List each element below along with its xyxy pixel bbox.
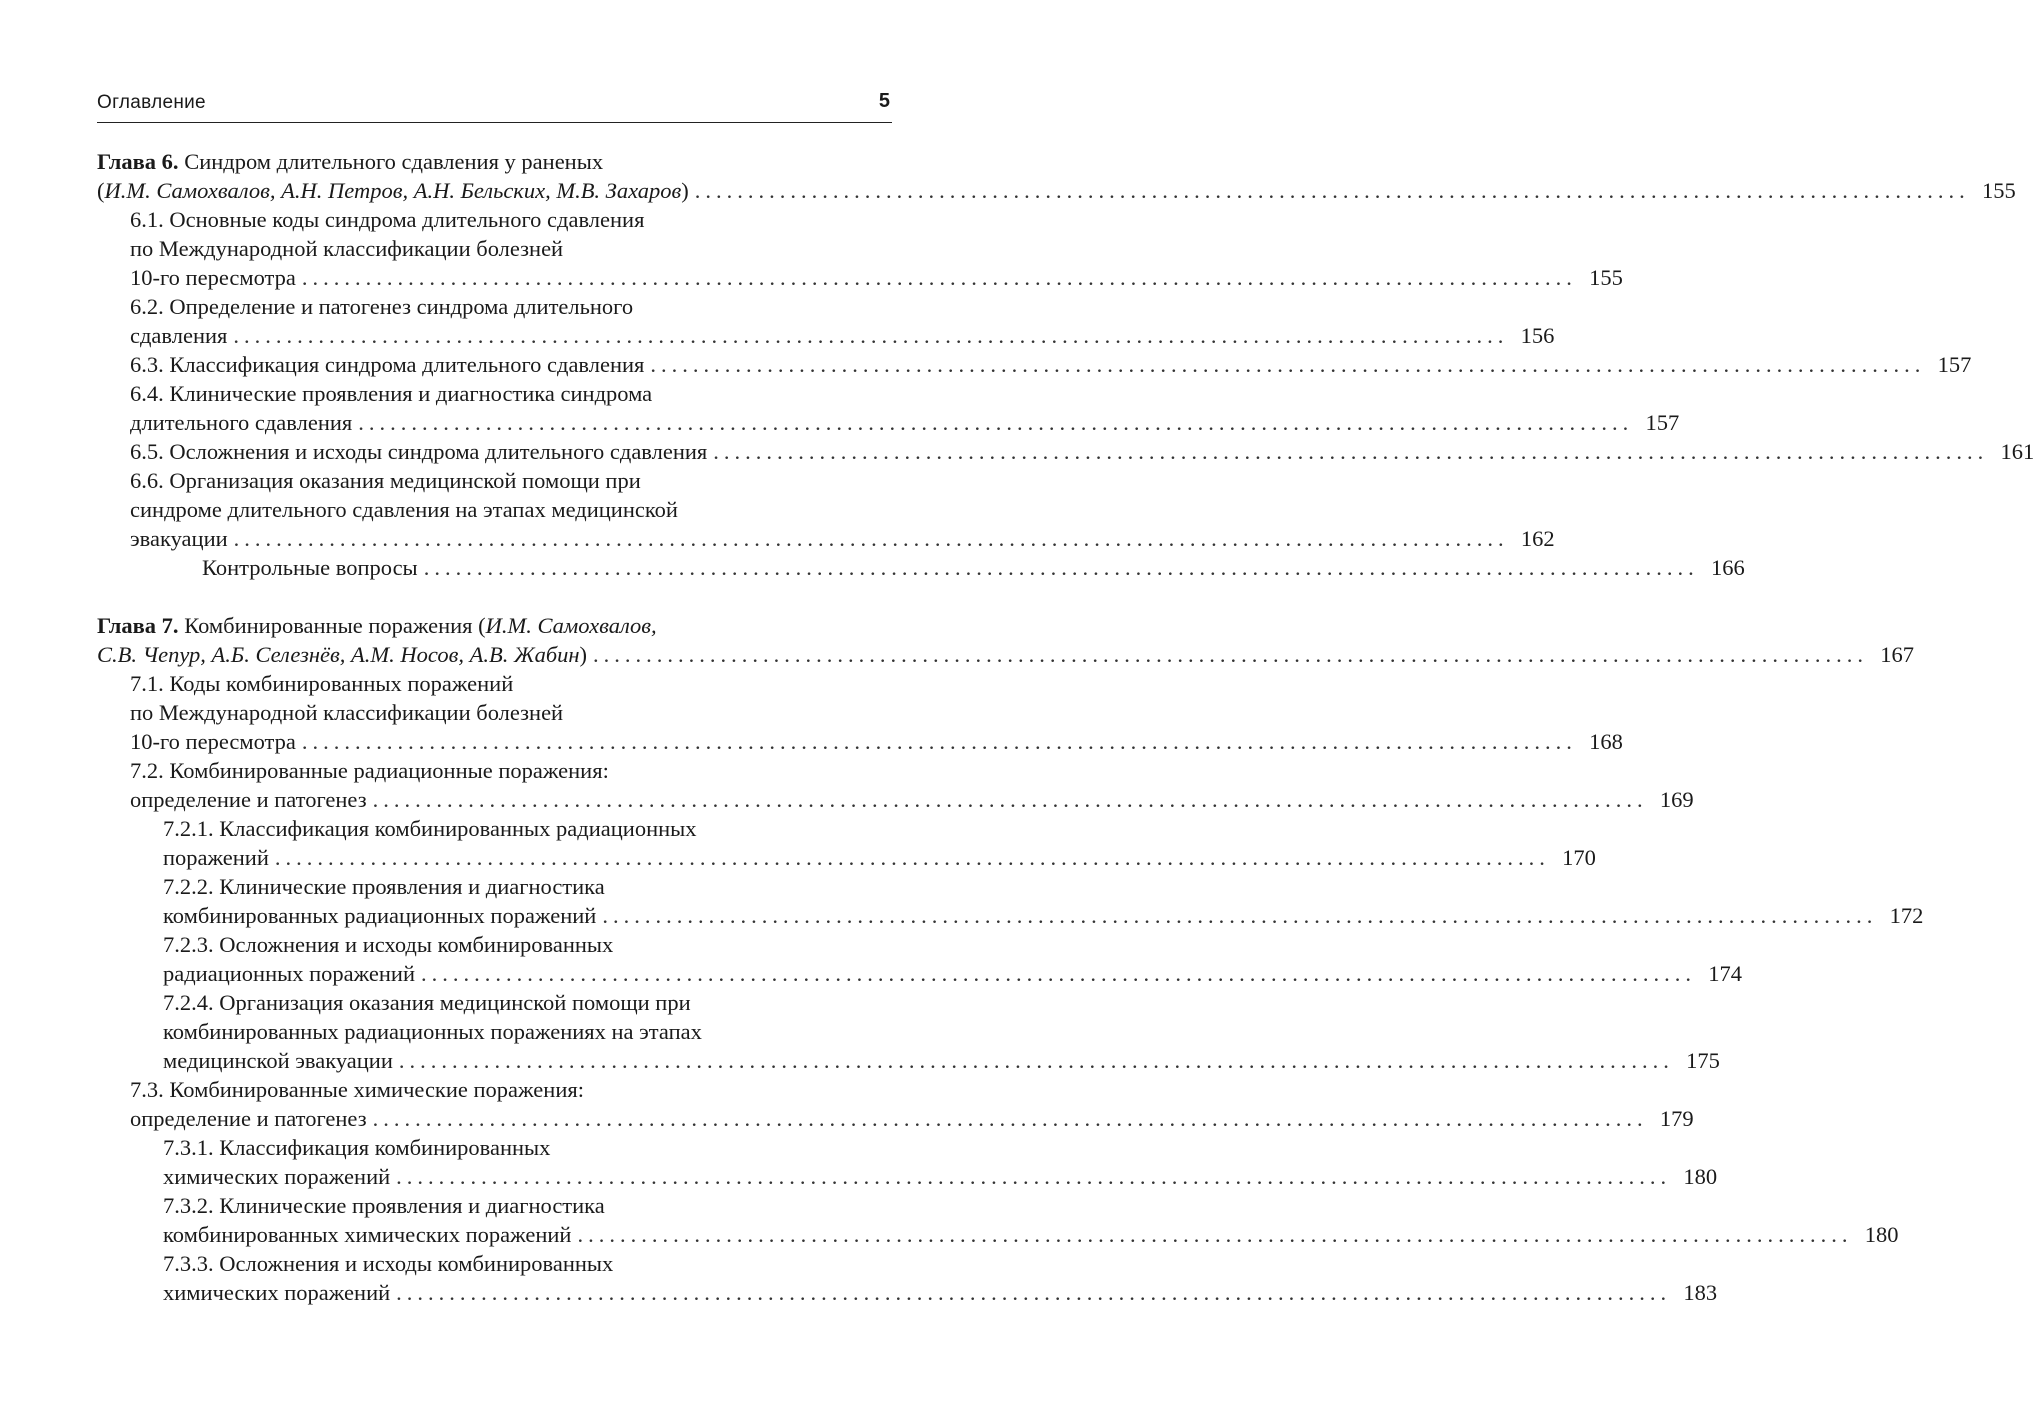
toc-entry-7-2-4-cont: комбинированных радиационных поражениях на этапах (163, 1019, 702, 1044)
leader-dots: ........................................................................................................................ (694, 178, 1970, 203)
toc-entry-6-1-last[interactable] (97, 263, 1623, 292)
toc-entry-7-1[interactable]: 7.1. Коды комбинированных поражений (130, 671, 514, 696)
toc-entry-7-3-1-text: химических поражений (163, 1164, 391, 1189)
leader-dots: ........................................................................................................................ (233, 323, 1509, 348)
toc-entry-6-questions-page: 166 (1710, 555, 1745, 580)
leader-dots: ........................................................................................................................ (423, 555, 1699, 580)
toc-entry-7-1-cont: по Международной классификации болезней (130, 700, 564, 725)
toc-entry-6-1-cont: по Международной классификации болезней (130, 236, 564, 261)
toc-entry-6-6-text: эвакуации (130, 526, 228, 551)
running-header (97, 90, 892, 123)
toc-entry-7-2[interactable]: 7.2. Комбинированные радиационные поражения: (130, 758, 609, 783)
leader-dots: ........................................................................................................................ (301, 265, 1577, 290)
leader-dots: ........................................................................................................................ (593, 642, 1869, 667)
chapter-7-authors-part2: С.В. Чепур, А.Б. Селезнёв, А.М. Носов, А.В. Жабин (97, 642, 580, 667)
toc-entry-6-2[interactable]: 6.2. Определение и патогенез синдрома длительного (130, 294, 634, 319)
toc-entry-7-1-text: 10-го пересмотра (130, 729, 296, 754)
toc-entry-6-6-page: 162 (1520, 526, 1555, 551)
toc-entry-7-2-3-page: 174 (1708, 961, 1743, 986)
leader-dots: ........................................................................................................................ (358, 410, 1634, 435)
toc-entry-7-3-page: 179 (1659, 1106, 1694, 1131)
toc-entry-7-2-4-last[interactable] (97, 1046, 1720, 1075)
toc-entry-7-3-2-page: 180 (1864, 1222, 1899, 1247)
paren-close: ) (579, 642, 588, 667)
toc-entry-7-3-2[interactable]: 7.3.2. Клинические проявления и диагностика (163, 1193, 605, 1218)
toc-entry-6-4-page: 157 (1645, 410, 1680, 435)
chapter-6-authors: И.М. Самохвалов, А.Н. Петров, А.Н. Бельских, М.В. Захаров (104, 178, 682, 203)
chapter-7-label: Глава 7. (97, 613, 179, 638)
toc-entry-7-2-4[interactable]: 7.2.4. Организация оказания медицинской помощи при (163, 990, 691, 1015)
chapter-6-page: 155 (1982, 178, 2016, 203)
toc-entry-6-3-text: 6.3. Классификация синдрома длительного сдавления (130, 352, 645, 377)
toc-entry-6-3-page: 157 (1937, 352, 1972, 377)
toc-entry-7-3-2-text: комбинированных химических поражений (163, 1222, 572, 1247)
leader-dots: ........................................................................................................................ (602, 903, 1878, 928)
toc-entry-7-3-last[interactable] (97, 1104, 1694, 1133)
toc-entry-7-2-2-text: комбинированных радиационных поражений (163, 903, 597, 928)
chapter-6-authors-line[interactable] (97, 176, 2016, 205)
page-number: 5 (878, 90, 890, 112)
paren-open: ( (97, 178, 105, 203)
toc-entry-6-1[interactable]: 6.1. Основные коды синдрома длительного сдавления (130, 207, 645, 232)
toc-entry-7-3-text: определение и патогенез (130, 1106, 367, 1131)
toc-entry-6-1-text: 10-го пересмотра (130, 265, 296, 290)
toc-entry-7-3-1[interactable]: 7.3.1. Классификация комбинированных (163, 1135, 551, 1160)
toc-entry-6-6[interactable]: 6.6. Организация оказания медицинской помощи при (130, 468, 641, 493)
toc-entry-7-3-1-page: 180 (1683, 1164, 1718, 1189)
leader-dots: ........................................................................................................................ (274, 845, 1550, 870)
toc-entry-6-3[interactable] (97, 350, 1972, 379)
toc-entry-7-3-3-page: 183 (1683, 1280, 1718, 1305)
toc-entry-7-1-last[interactable] (97, 727, 1623, 756)
leader-dots: ........................................................................................................................ (713, 439, 1989, 464)
toc-entry-6-4-text: длительного сдавления (130, 410, 353, 435)
toc-entry-6-5-text: 6.5. Осложнения и исходы синдрома длительного сдавления (130, 439, 708, 464)
toc-entry-6-5[interactable] (97, 437, 2034, 466)
leader-dots: ........................................................................................................................ (372, 787, 1648, 812)
leader-dots: ........................................................................................................................ (372, 1106, 1648, 1131)
leader-dots: ........................................................................................................................ (650, 352, 1926, 377)
toc-entry-7-2-2[interactable]: 7.2.2. Клинические проявления и диагностика (163, 874, 605, 899)
chapter-6-label: Глава 6. (97, 149, 179, 174)
toc-entry-7-3-3-last[interactable] (97, 1278, 1718, 1307)
toc-entry-7-2-1-last[interactable] (97, 843, 1596, 872)
toc-entry-6-5-page: 161 (2000, 439, 2034, 464)
toc-entry-6-2-last[interactable] (97, 321, 1555, 350)
toc-entry-7-2-3-last[interactable] (97, 959, 1743, 988)
leader-dots: ........................................................................................................................ (577, 1222, 1853, 1247)
chapter-7-authors-part1: И.М. Самохвалов, (485, 613, 657, 638)
toc-entry-7-2-1-page: 170 (1562, 845, 1596, 870)
toc-entry-7-1-page: 168 (1589, 729, 1623, 754)
toc-entry-7-3[interactable]: 7.3. Комбинированные химические поражения: (130, 1077, 584, 1102)
toc-entry-6-1-page: 155 (1589, 265, 1623, 290)
chapter-7-title: Комбинированные поражения ( (178, 613, 486, 638)
running-header-title: Оглавление (97, 92, 206, 113)
table-of-contents (97, 147, 2034, 1307)
toc-entry-7-2-1-text: поражений (163, 845, 269, 870)
toc-entry-7-2-2-last[interactable] (97, 901, 1924, 930)
toc-entry-7-3-2-last[interactable] (97, 1220, 1899, 1249)
toc-entry-7-3-3[interactable]: 7.3.3. Осложнения и исходы комбинированных (163, 1251, 614, 1276)
toc-entry-6-2-page: 156 (1520, 323, 1555, 348)
paren-close: ) (681, 178, 689, 203)
toc-entry-6-4-last[interactable] (97, 408, 1680, 437)
chapter-6-title: Синдром длительного сдавления у раненых (178, 149, 604, 174)
leader-dots: ........................................................................................................................ (233, 526, 1509, 551)
toc-entry-6-questions-text: Контрольные вопросы (202, 555, 418, 580)
toc-entry-7-2-text: определение и патогенез (130, 787, 367, 812)
toc-entry-6-6-last[interactable] (97, 524, 1555, 553)
toc-entry-6-questions[interactable] (97, 553, 1745, 582)
leader-dots: ........................................................................................................................ (398, 1048, 1674, 1073)
leader-dots: ........................................................................................................................ (421, 961, 1697, 986)
leader-dots: ........................................................................................................................ (301, 729, 1577, 754)
leader-dots: ........................................................................................................................ (396, 1280, 1672, 1305)
toc-entry-7-3-3-text: химических поражений (163, 1280, 391, 1305)
toc-entry-7-3-1-last[interactable] (97, 1162, 1718, 1191)
toc-entry-6-6-cont: синдроме длительного сдавления на этапах медицинской (130, 497, 678, 522)
toc-entry-7-2-2-page: 172 (1889, 903, 1924, 928)
toc-entry-7-2-4-page: 175 (1686, 1048, 1720, 1073)
toc-entry-7-2-3-text: радиационных поражений (163, 961, 416, 986)
leader-dots: ........................................................................................................................ (396, 1164, 1672, 1189)
toc-entry-7-2-page: 169 (1659, 787, 1694, 812)
toc-entry-7-2-last[interactable] (97, 785, 1694, 814)
toc-entry-6-2-text: сдавления (130, 323, 228, 348)
toc-entry-6-4[interactable]: 6.4. Клинические проявления и диагностика синдрома (130, 381, 653, 406)
chapter-6-heading[interactable] (97, 147, 892, 176)
toc-entry-7-2-3[interactable]: 7.2.3. Осложнения и исходы комбинированных (163, 932, 614, 957)
toc-entry-7-2-4-text: медицинской эвакуации (163, 1048, 393, 1073)
toc-entry-7-2-1[interactable]: 7.2.1. Классификация комбинированных радиационных (163, 816, 697, 841)
chapter-7-heading[interactable] (97, 611, 892, 640)
chapter-7-authors-line[interactable] (97, 640, 1915, 669)
chapter-7-page: 167 (1880, 642, 1915, 667)
